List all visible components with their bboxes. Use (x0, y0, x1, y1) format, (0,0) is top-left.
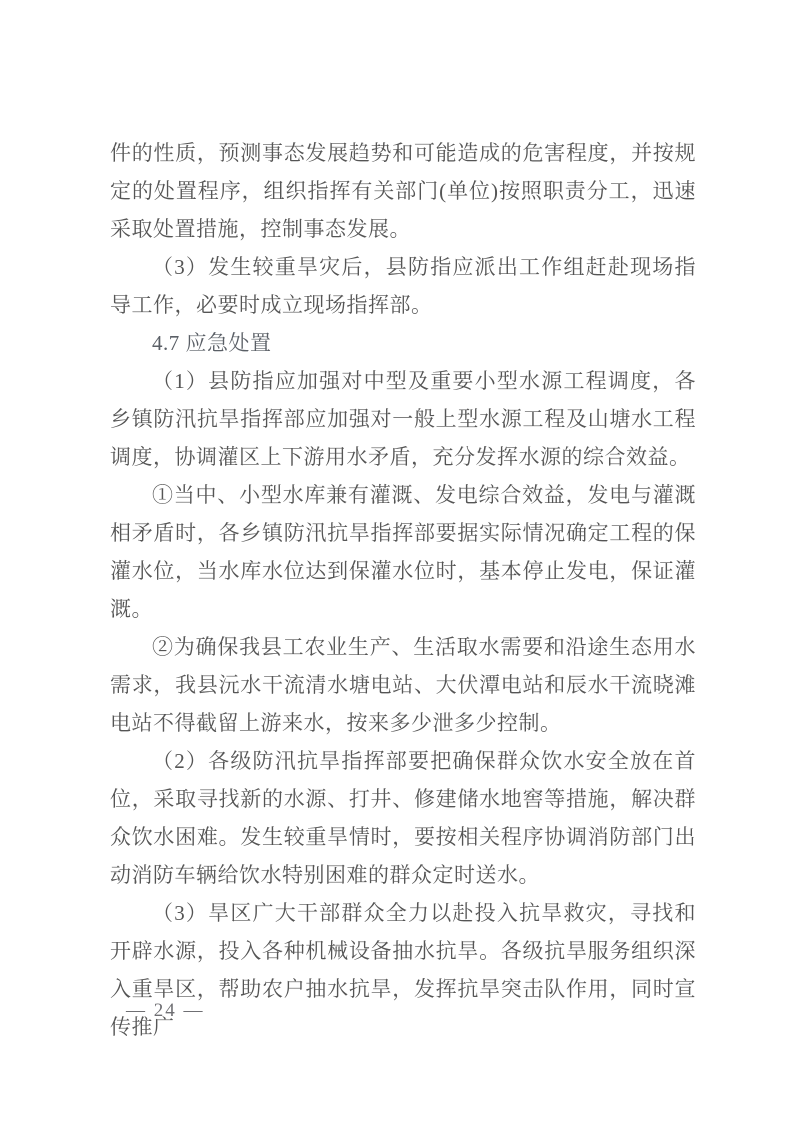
paragraph-item-3-drought: （3）发生较重旱灾后，县防指应派出工作组赶赴现场指导工作，必要时成立现场指挥部。 (110, 255, 696, 317)
paragraph-item-1-dispatch: （1）县防指应加强对中型及重要小型水源工程调度，各乡镇防汛抗旱指挥部应加强对一般上型水源工程及山塘水工程调度，协调灌区上下游用水矛盾，充分发挥水源的综合效益。 (110, 369, 696, 469)
paragraph-item-2-drinking-water: （2）各级防汛抗旱指挥部要把确保群众饮水安全放在首位，采取寻找新的水源、打井、修建储水地窖等措施，解决群众饮水困难。发生较重旱情时，要按相关程序协调消防部门出动消防车辆给饮水特别困难的群众定时送水。 (110, 749, 696, 887)
paragraph-continuation: 件的性质，预测事态发展趋势和可能造成的危害程度，并按规定的处置程序，组织指挥有关部门(单位)按照职责分工，迅速采取处置措施，控制事态发展。 (110, 141, 696, 241)
paragraph-circled-2-stations: ②为确保我县工农业生产、生活取水需要和沿途生态用水需求，我县沅水干流清水塘电站、大伏潭电站和辰水干流晓滩电站不得截留上游来水，按来多少泄多少控制。 (110, 635, 696, 735)
page-number: — 24 — (126, 1000, 205, 1021)
document-body (110, 134, 696, 1046)
section-heading-4-7: 4.7 应急处置 (152, 331, 272, 355)
paragraph-circled-1-reservoirs: ①当中、小型水库兼有灌溉、发电综合效益，发电与灌溉相矛盾时，各乡镇防汛抗旱指挥部要据实际情况确定工程的保灌水位，当水库水位达到保灌水位时，基本停止发电，保证灌溉。 (110, 483, 696, 621)
paragraph-item-3-relief: （3）旱区广大干部群众全力以赴投入抗旱救灾，寻找和开辟水源，投入各种机械设备抽水抗旱。各级抗旱服务组织深入重旱区，帮助农户抽水抗旱，发挥抗旱突击队作用，同时宣传推广 (110, 901, 696, 1039)
